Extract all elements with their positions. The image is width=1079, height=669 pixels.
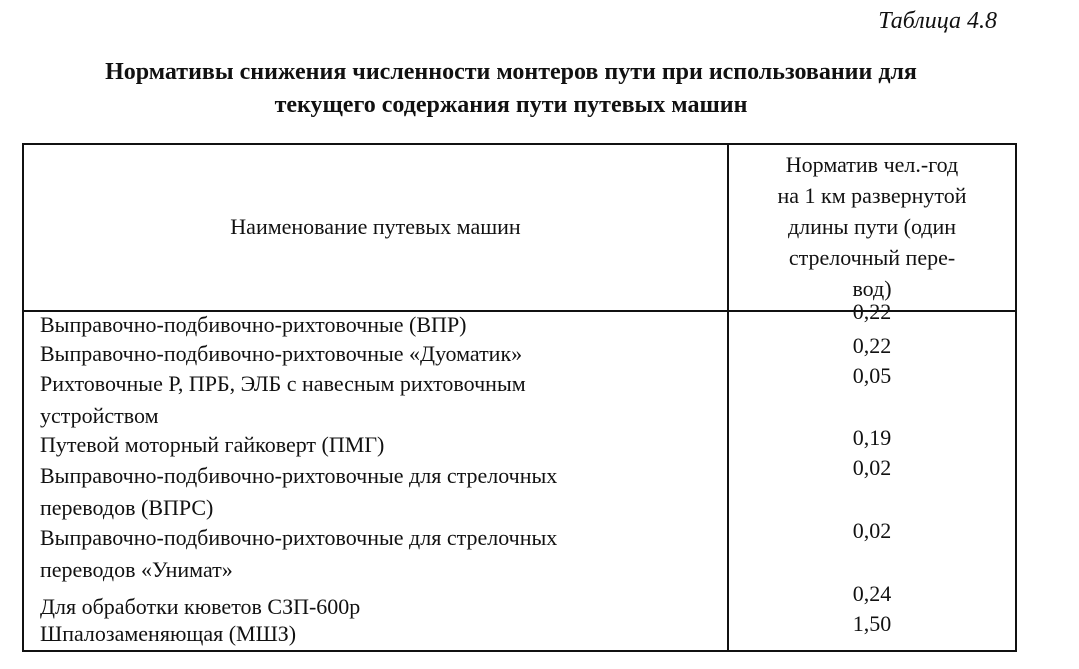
table-row-value: 0,02 (852, 455, 892, 480)
table-row-name: Рихтовочные Р, ПРБ, ЭЛБ с навесным рихтовочным устройством (40, 371, 526, 428)
table-row-name: Выправочно-подбивочно-рихтовочные для стрелочных переводов «Унимат» (40, 525, 558, 582)
table-row-name: Выправочно-подбивочно-рихтовочные (ВПР) (40, 312, 467, 337)
header-norm: Норматив чел.-год на 1 км развернутой длины пути (один стрелочный пере- вод) (777, 152, 967, 301)
table-row-name: Выправочно-подбивочно-рихтовочные для стрелочных переводов (ВПРС) (40, 463, 558, 520)
table-row-value: 0,24 (852, 581, 892, 606)
table-row-name: Выправочно-подбивочно-рихтовочные «Дуоматик» (40, 341, 523, 366)
table-title: Нормативы снижения численности монтеров пути при использовании для текущего содержания пути путевых машин (105, 59, 917, 118)
table-row-name: Путевой моторный гайковерт (ПМГ) (40, 432, 385, 457)
table-caption: Таблица 4.8 (878, 8, 997, 34)
table-row-value: 0,05 (852, 363, 892, 388)
header-machine-name: Наименование путевых машин (230, 213, 521, 239)
table-row-value: 0,02 (852, 518, 892, 543)
table-row-name: Шпалозаменяющая (МШЗ) (40, 621, 297, 646)
table-row-value: 1,50 (852, 611, 892, 636)
table-row-value: 0,22 (852, 333, 892, 358)
table-row-value: 0,22 (852, 299, 892, 324)
table-row-value: 0,19 (852, 425, 892, 450)
table-row-name: Для обработки кюветов СЗП-600р (40, 594, 361, 619)
